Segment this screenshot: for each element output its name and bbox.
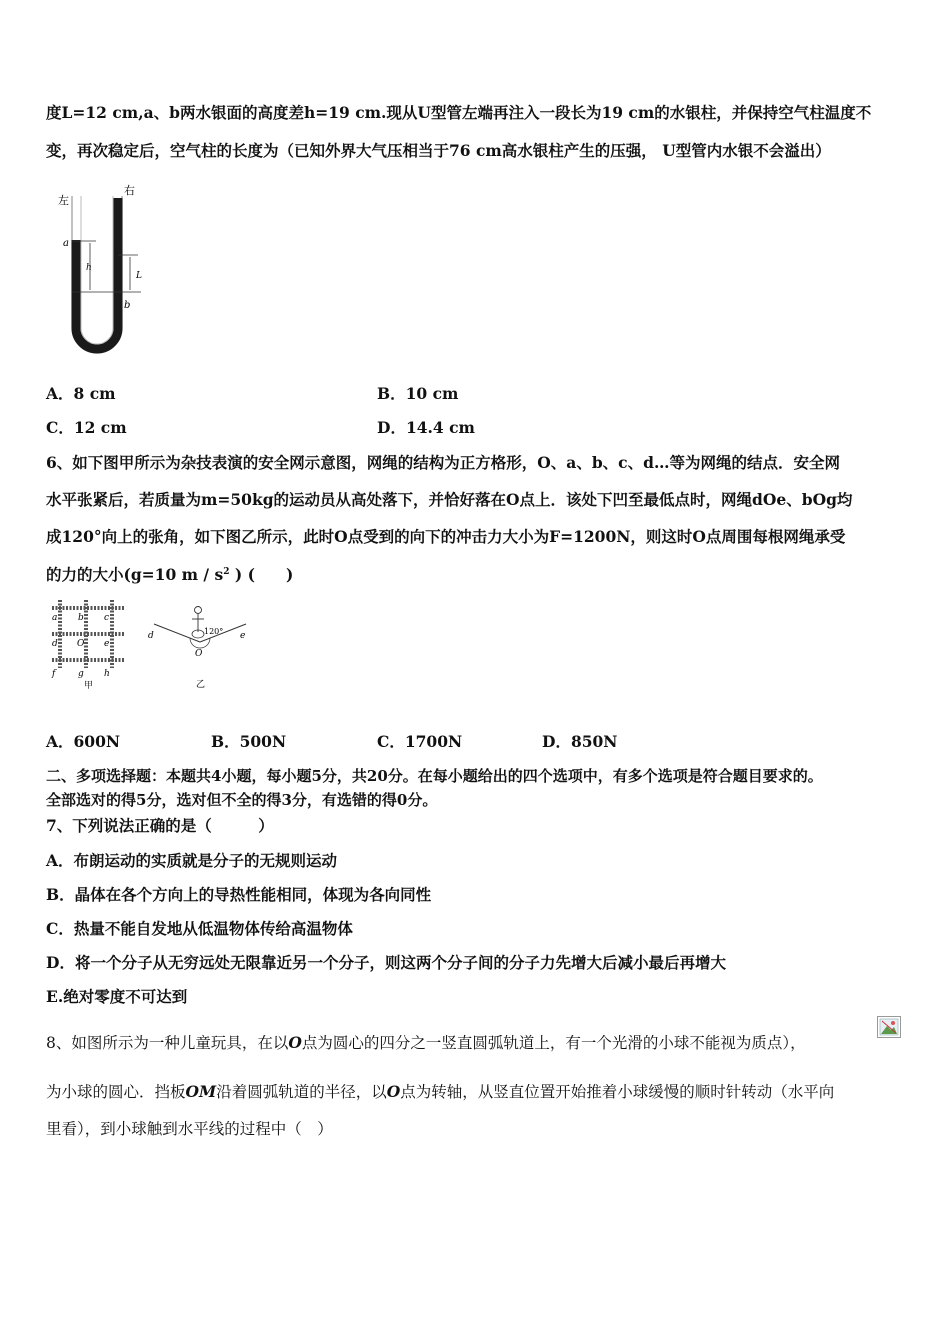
- section2-heading-line-1: 二、多项选择题：本题共4小题，每小题5分，共20分。在每小题给出的四个选项中，有多个选项是符合题目要求的。: [46, 767, 823, 785]
- q6-text-line-2: 水平张紧后，若质量为m=50kg的运动员从高处落下，并恰好落在O点上．该处下凹至最低点时，网绳dOe、bOg均: [46, 490, 853, 509]
- q6-option-b[interactable]: B．500N: [211, 732, 287, 751]
- q6-text-line-1: 6、如下图甲所示为杂技表演的安全网示意图，网绳的结构为正方格形，O、a、b、c、d…等为网绳的结点．安全网: [46, 453, 840, 472]
- node-f: f: [52, 669, 56, 679]
- rope-e: e: [240, 631, 246, 641]
- q5-option-d[interactable]: D．14.4 cm: [377, 418, 475, 437]
- label-L: L: [136, 271, 142, 281]
- q5-option-b[interactable]: B．10 cm: [377, 384, 459, 403]
- q7-stem: 7、下列说法正确的是（ ）: [46, 816, 274, 835]
- q6-text-line-3: 成120°向上的张角，如下图乙所示，此时O点受到的向下的冲击力大小为F=1200N，则这时O点周围每根网绳承受: [46, 527, 846, 546]
- q6-text-line-4: 的力的大小(g=10 m / $s^2$ ) ( ): [46, 565, 294, 584]
- node-b: b: [78, 613, 84, 623]
- label-left: 左: [58, 194, 69, 207]
- label-h: h: [86, 263, 92, 273]
- q5-text-line-1: 度L=12 cm,a、b两水银面的高度差h=19 cm.现从U型管左端再注入一段长为19 cm的水银柱，并保持空气柱温度不: [46, 103, 872, 122]
- q8-text-line-1: 8、如图所示为一种儿童玩具，在以O点为圆心的四分之一竖直圆弧轨道上，有一个光滑的小球不能视为质点），: [46, 1033, 806, 1052]
- broken-image-icon: [876, 1015, 902, 1039]
- node-e: e: [104, 639, 110, 649]
- q6-option-a[interactable]: A．600N: [46, 732, 121, 751]
- q8-text-line-3: 里看），到小球触到水平线的过程中（ ）: [46, 1120, 333, 1138]
- label-a: a: [63, 238, 69, 249]
- q7-option-a[interactable]: A．布朗运动的实质就是分子的无规则运动: [46, 851, 338, 870]
- q6-option-c[interactable]: C．1700N: [377, 732, 463, 751]
- node-c: c: [104, 613, 110, 623]
- safety-net-figure-jia: [46, 596, 136, 691]
- rope-d: d: [148, 631, 154, 641]
- angle-120: 120°: [204, 627, 224, 636]
- q5-option-c[interactable]: C．12 cm: [46, 418, 127, 437]
- node-a: a: [52, 613, 58, 623]
- caption-yi: 乙: [196, 680, 206, 689]
- caption-jia: 甲: [84, 681, 94, 691]
- q7-option-b[interactable]: B．晶体在各个方向上的导热性能相同，体现为各向同性: [46, 885, 432, 904]
- q7-option-c[interactable]: C．热量不能自发地从低温物体传给高温物体: [46, 919, 353, 938]
- q7-option-e[interactable]: E.绝对零度不可达到: [46, 987, 188, 1006]
- node-g: g: [78, 669, 84, 679]
- q5-text-line-2: 变，再次稳定后，空气柱的长度为（已知外界大气压相当于76 cm高水银柱产生的压强， U型管内水银不会溢出）: [46, 141, 831, 160]
- q8-text-line-2: 为小球的圆心．挡板OM沿着圆弧轨道的半径，以O点为转轴，从竖直位置开始推着小球缓慢的顺时针转动（水平向: [46, 1082, 835, 1101]
- label-b: b: [124, 300, 131, 311]
- node-O: O: [77, 639, 85, 649]
- u-tube-figure: [46, 178, 166, 363]
- safety-net-figure-yi: [146, 604, 261, 689]
- node-h: h: [104, 669, 110, 679]
- q6-option-d[interactable]: D．850N: [542, 732, 618, 751]
- point-O: O: [195, 649, 203, 659]
- q5-option-a[interactable]: A．8 cm: [46, 384, 116, 403]
- label-right: 右: [124, 184, 135, 197]
- q7-option-d[interactable]: D．将一个分子从无穷远处无限靠近另一个分子，则这两个分子间的分子力先增大后减小最后再增大: [46, 953, 726, 972]
- section2-heading-line-2: 全部选对的得5分，选对但不全的得3分，有选错的得0分。: [46, 791, 438, 809]
- node-d: d: [52, 639, 58, 649]
